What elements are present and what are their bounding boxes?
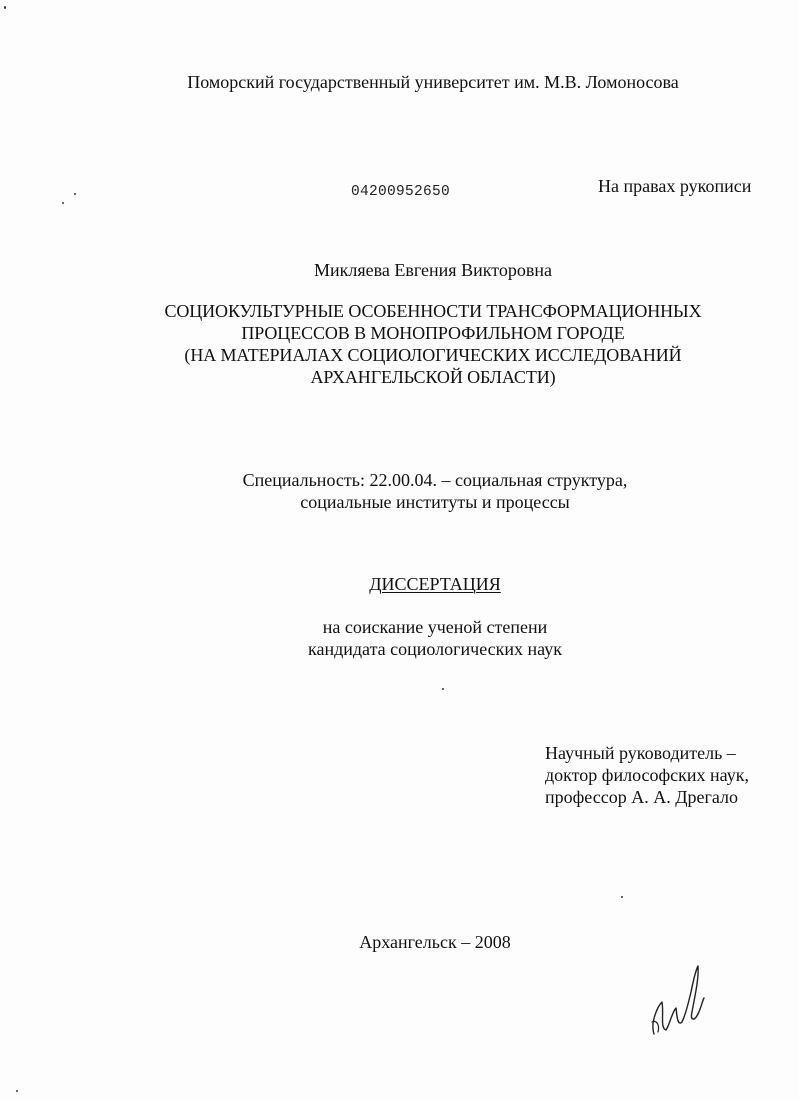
scan-speck bbox=[4, 6, 6, 9]
dissertation-label: ДИССЕРТАЦИЯ bbox=[369, 574, 501, 594]
city-year: Архангельск – 2008 bbox=[359, 932, 511, 952]
manuscript-note: На правах рукописи bbox=[598, 176, 752, 196]
specialty-line: Специальность: 22.00.04. – социальная структура, bbox=[242, 470, 628, 490]
document-number: 04200952650 bbox=[351, 184, 451, 200]
scan-speck bbox=[74, 193, 76, 195]
title-line: АРХАНГЕЛЬСКОЙ ОБЛАСТИ) bbox=[310, 367, 556, 387]
specialty-block bbox=[0, 469, 799, 513]
author-name: Микляева Евгения Викторовна bbox=[314, 260, 552, 280]
scan-speck bbox=[442, 688, 444, 690]
title-line: (НА МАТЕРИАЛАХ СОЦИОЛОГИЧЕСКИХ ИССЛЕДОВАНИЙ bbox=[184, 345, 682, 365]
supervisor-line: доктор философских наук, bbox=[545, 765, 749, 785]
supervisor-block bbox=[545, 742, 749, 808]
degree-line: на соискание ученой степени bbox=[322, 617, 548, 637]
scan-speck bbox=[16, 1090, 18, 1092]
degree-block bbox=[0, 616, 799, 660]
supervisor-line: Научный руководитель – bbox=[545, 743, 736, 763]
title-line: СОЦИОКУЛЬТУРНЫЕ ОСОБЕННОСТИ ТРАНСФОРМАЦИОННЫХ bbox=[164, 301, 702, 321]
dissertation-title bbox=[0, 300, 799, 388]
university-name: Поморский государственный университет им. М.В. Ломоносова bbox=[187, 72, 679, 92]
degree-line: кандидата социологических наук bbox=[308, 639, 562, 659]
specialty-line: социальные институты и процессы bbox=[300, 492, 570, 512]
scan-speck bbox=[62, 202, 64, 204]
title-line: ПРОЦЕССОВ В МОНОПРОФИЛЬНОМ ГОРОДЕ bbox=[241, 323, 625, 343]
handwritten-signature bbox=[644, 962, 714, 1042]
dissertation-heading bbox=[0, 573, 799, 595]
scan-speck bbox=[621, 896, 623, 898]
supervisor-line: профессор А. А. Дрегало bbox=[545, 787, 738, 807]
